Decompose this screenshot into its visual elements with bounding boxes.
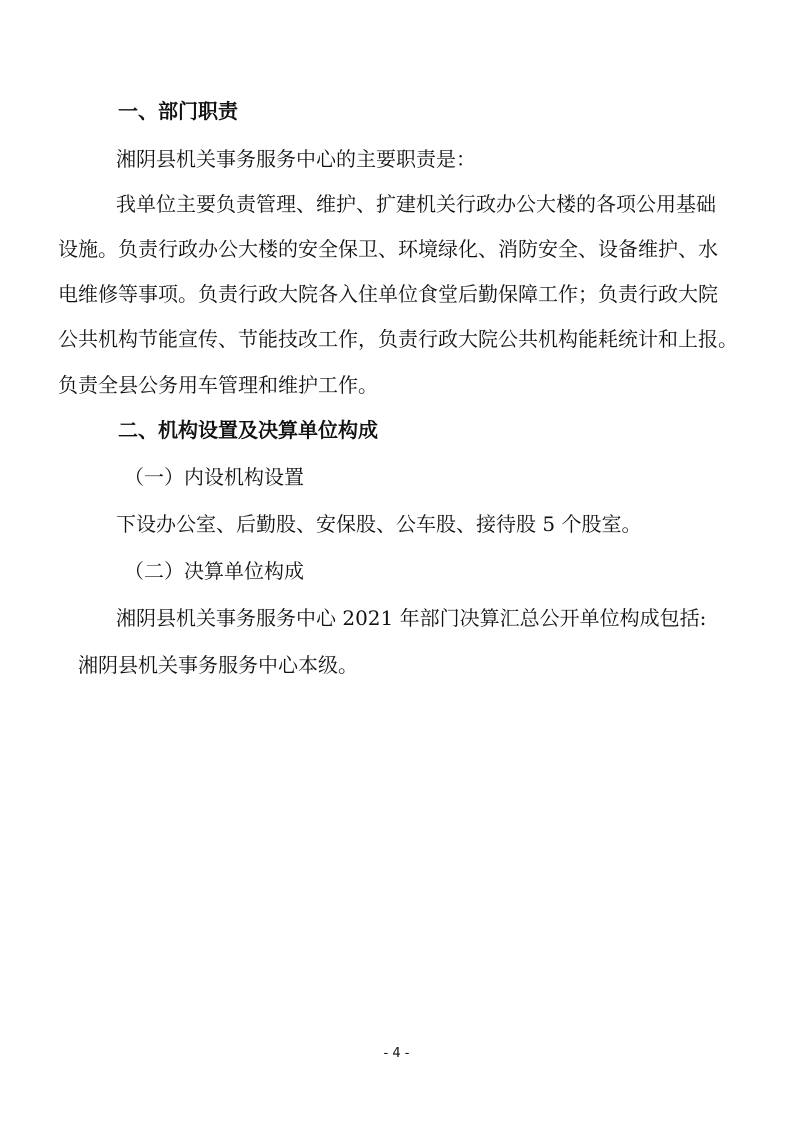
responsibilities-paragraph-line: 我单位主要负责管理、维护、扩建机关行政办公大楼的各项公用基础: [116, 192, 716, 216]
responsibilities-paragraph-line: 电维修等事项。负责行政大院各入住单位食堂后勤保障工作；负责行政大院: [58, 282, 718, 306]
section-heading-responsibilities: 一、部门职责: [118, 99, 238, 123]
subsection-heading-budget-units: （二）决算单位构成: [124, 559, 304, 583]
section-heading-structure: 二、机构设置及决算单位构成: [118, 418, 378, 442]
internal-structure-text: 下设办公室、后勤股、安保股、公车股、接待股 5 个股室。: [116, 512, 642, 536]
budget-units-text: 湘阴县机关事务服务中心 2021 年部门决算汇总公开单位构成包括:: [116, 606, 707, 630]
responsibilities-intro: 湘阴县机关事务服务中心的主要职责是：: [116, 147, 476, 171]
responsibilities-paragraph-line: 公共机构节能宣传、节能技改工作，负责行政大院公共机构能耗统计和上报。: [58, 327, 738, 351]
responsibilities-paragraph-line: 设施。负责行政办公大楼的安全保卫、环境绿化、消防安全、设备维护、水: [58, 237, 718, 261]
page-number: - 4 -: [383, 1046, 410, 1061]
subsection-heading-internal-structure: （一）内设机构设置: [124, 465, 304, 489]
budget-units-text-continued: 湘阴县机关事务服务中心本级。: [78, 653, 358, 677]
responsibilities-paragraph-line: 负责全县公务用车管理和维护工作。: [58, 373, 378, 397]
